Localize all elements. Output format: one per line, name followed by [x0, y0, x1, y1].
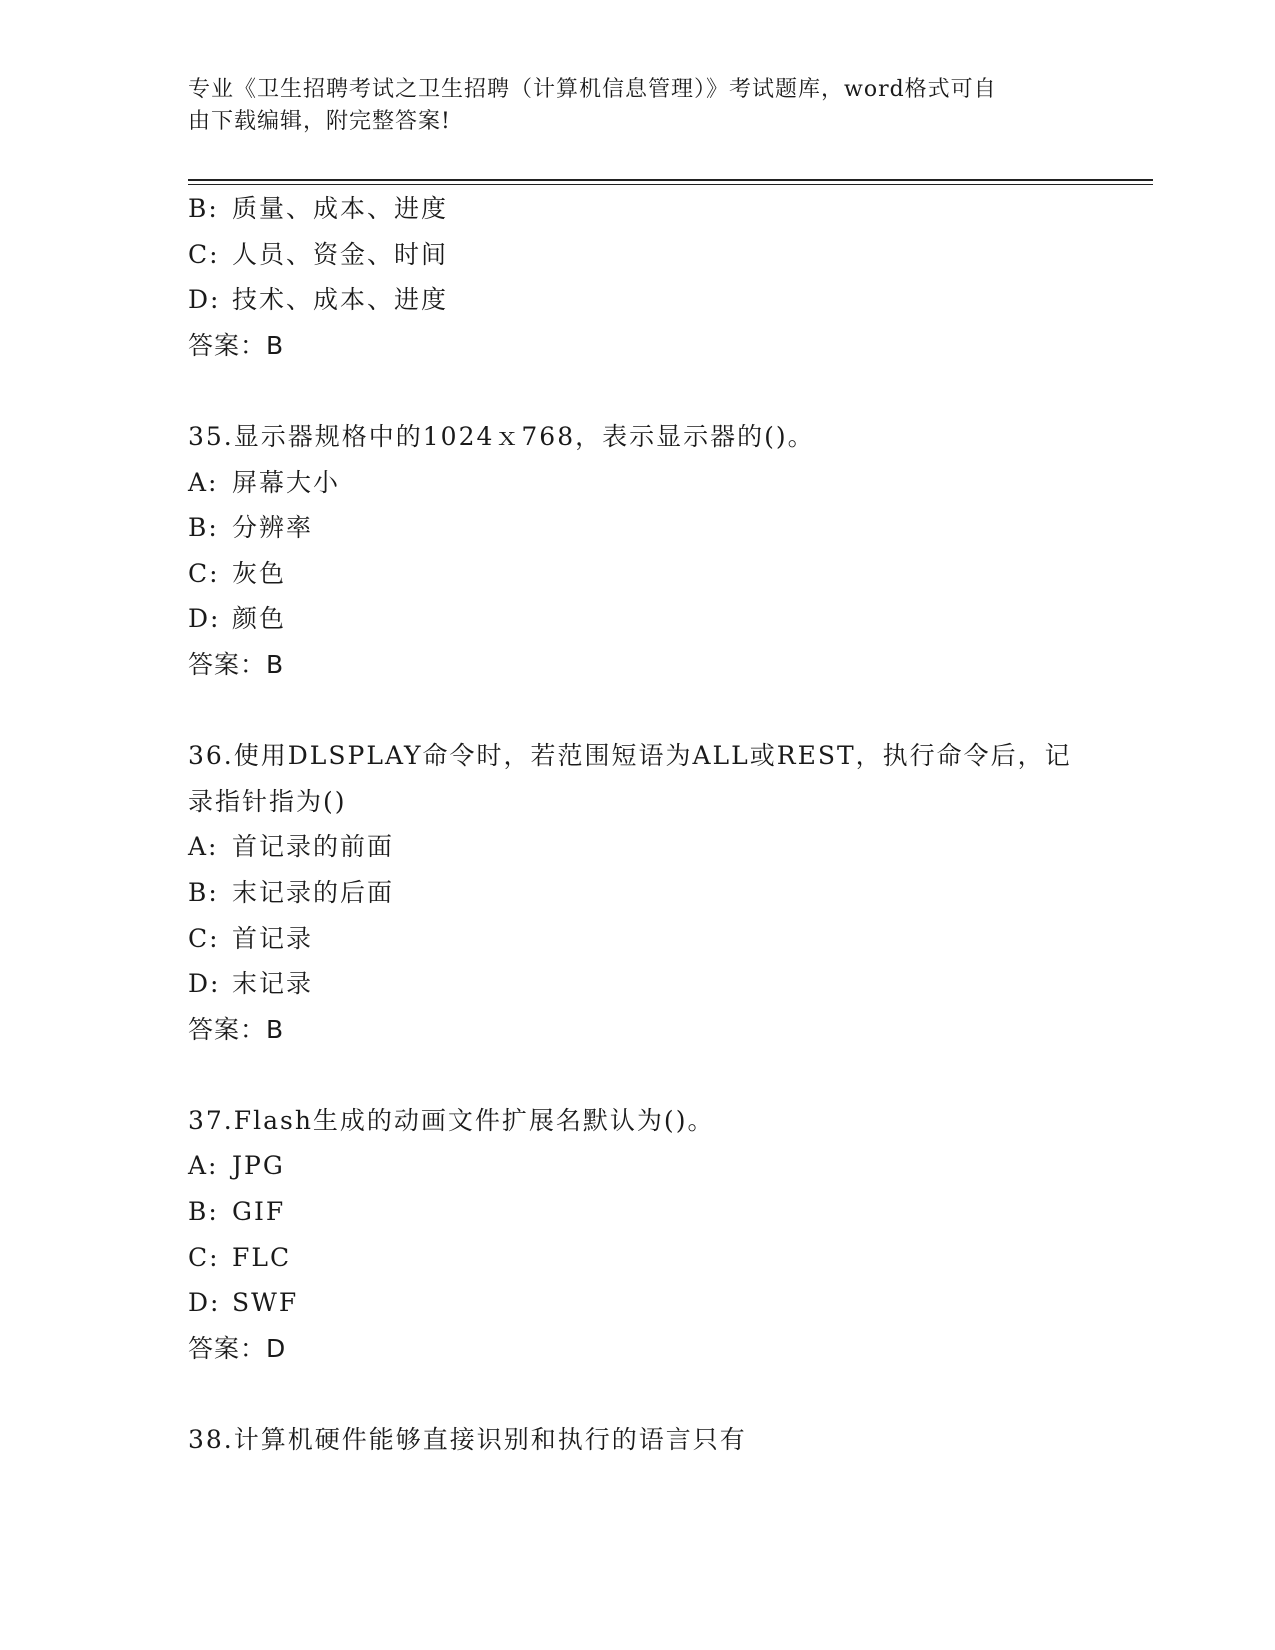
- option-letter: A:: [188, 467, 219, 497]
- option-letter: A:: [188, 832, 219, 862]
- option-row: [188, 277, 1118, 323]
- option-row: [188, 460, 1118, 506]
- spacer: [188, 368, 1118, 414]
- option-letter: C:: [188, 558, 220, 588]
- option-letter: B:: [188, 513, 219, 543]
- option-row: [188, 551, 1118, 597]
- option-row: [188, 1143, 1118, 1189]
- option-letter: C:: [188, 923, 220, 953]
- option-row: [188, 505, 1118, 551]
- option-row: [188, 186, 1118, 232]
- option-row: [188, 1280, 1118, 1326]
- answer-line: 答案：B: [188, 330, 285, 360]
- option-letter: D:: [188, 969, 221, 999]
- option-text: 颜色: [232, 604, 287, 634]
- spacer: [188, 1052, 1118, 1098]
- option-row: [188, 596, 1118, 642]
- question-stem: 38.计算机硬件能够直接识别和执行的语言只有: [188, 1425, 747, 1455]
- option-text: 质量、成本、进度: [232, 194, 449, 223]
- option-text: 灰色: [232, 558, 287, 588]
- header-divider-thin: [188, 184, 1153, 185]
- answer-line: 答案：D: [188, 1333, 287, 1363]
- option-letter: C:: [188, 1242, 220, 1272]
- header-line-1: 专业《卫生招聘考试之卫生招聘（计算机信息管理）》考试题库，word格式可自: [188, 77, 997, 102]
- spacer: [188, 1371, 1118, 1417]
- option-text: GIF: [232, 1197, 286, 1227]
- option-row: [188, 232, 1118, 278]
- option-text: FLC: [232, 1242, 292, 1272]
- option-row: [188, 961, 1118, 1007]
- option-letter: B:: [188, 194, 219, 223]
- answer-line: 答案：B: [188, 1014, 285, 1044]
- question-stem: 35.显示器规格中的1024ｘ768，表示显示器的()。: [188, 421, 815, 451]
- page-header: [188, 74, 1068, 138]
- option-letter: D:: [188, 1288, 221, 1318]
- option-text: 分辨率: [232, 513, 314, 543]
- option-letter: A:: [188, 1151, 219, 1181]
- option-text: 末记录: [232, 969, 314, 999]
- spacer: [188, 688, 1118, 734]
- option-text: 首记录的前面: [232, 832, 395, 862]
- option-row: [188, 870, 1118, 916]
- option-text: 末记录的后面: [232, 877, 395, 907]
- option-row: [188, 916, 1118, 962]
- option-row: [188, 824, 1118, 870]
- question-stem: 36.使用DLSPLAY命令时，若范围短语为ALL或REST，执行命令后，记: [188, 741, 1072, 771]
- option-text: SWF: [232, 1288, 299, 1318]
- question-stem: 37.Flash生成的动画文件扩展名默认为()。: [188, 1105, 715, 1135]
- question-stem-continued: 录指针指为(): [188, 786, 347, 816]
- option-letter: B:: [188, 877, 219, 907]
- answer-line: 答案：B: [188, 649, 285, 679]
- option-text: 屏幕大小: [232, 467, 341, 497]
- question-list: [188, 186, 1118, 1463]
- option-text: 人员、资金、时间: [232, 239, 449, 269]
- header-line-2: 由下载编辑，附完整答案!: [188, 109, 451, 134]
- option-text: 技术、成本、进度: [232, 285, 449, 315]
- option-row: [188, 1235, 1118, 1281]
- option-letter: D:: [188, 604, 221, 634]
- option-letter: B:: [188, 1197, 219, 1227]
- option-text: 首记录: [232, 923, 314, 953]
- option-text: JPG: [232, 1151, 285, 1181]
- option-letter: D:: [188, 285, 221, 315]
- header-divider-thick: [188, 179, 1153, 181]
- option-row: [188, 1189, 1118, 1235]
- option-letter: C:: [188, 239, 220, 269]
